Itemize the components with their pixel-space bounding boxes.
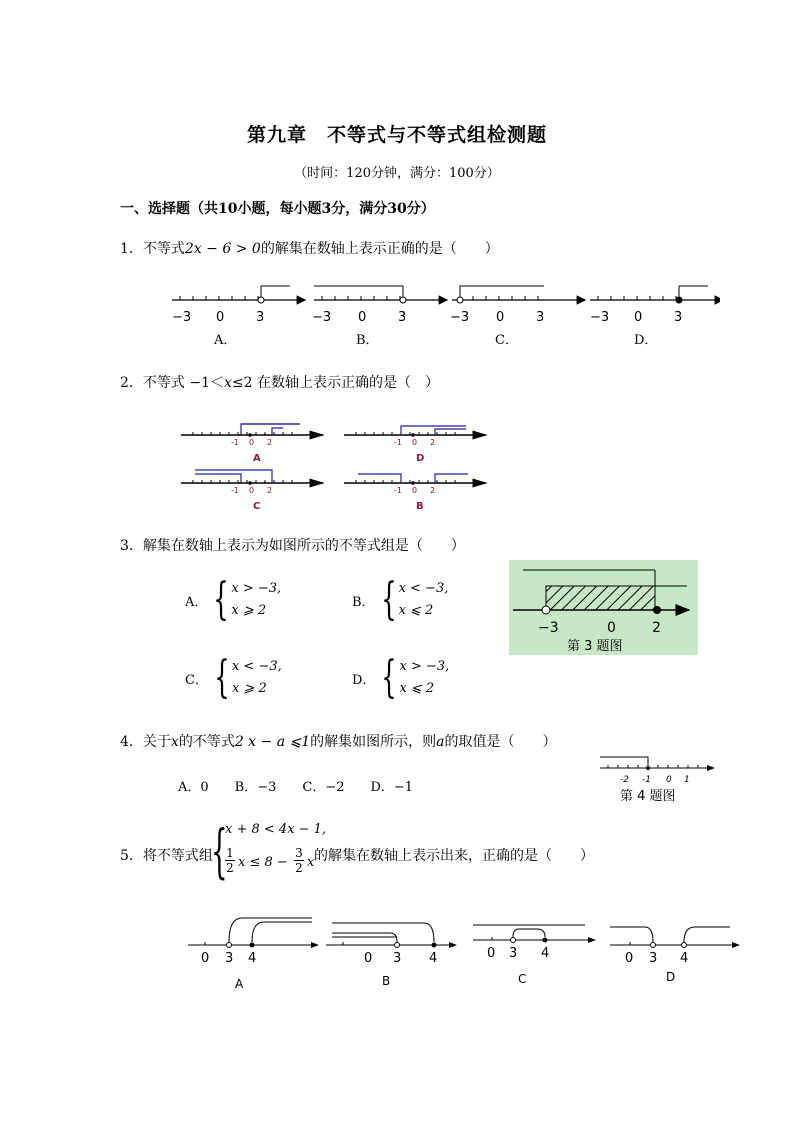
q3-option-b-line2: x ⩽ 2 [398, 603, 434, 618]
q1b-tick-3: 3 [398, 310, 407, 325]
q1d-tick-2: 0 [634, 310, 643, 325]
q1a-tick-1: −3 [172, 310, 192, 325]
q2-stem-post: ≤2 在数轴上表示正确的是（ ） [231, 375, 439, 391]
q5c-tick-3: 4 [541, 946, 550, 961]
q2-option-a-label[interactable]: A [253, 453, 261, 464]
q3-fig-tick-2: 0 [607, 620, 616, 636]
q4-inequality: 2 x − a ⩽1 [234, 734, 311, 750]
q3-option-c[interactable] [185, 652, 282, 703]
q1-option-b-label[interactable]: B． [356, 333, 379, 348]
q5b-tick-3: 4 [429, 951, 438, 966]
q5d-tick-2: 3 [649, 951, 658, 966]
q1-inequality: 2x − 6 > 0 [184, 241, 261, 257]
q3-option-c-line2: x ⩾ 2 [231, 681, 267, 696]
q2b-tick-1: -1 [394, 486, 402, 495]
q3-figure [509, 560, 698, 655]
question-1-stem [120, 238, 499, 258]
q2a-tick-3: 2 [267, 438, 273, 447]
q3-option-d-line1: x > −3, [399, 659, 450, 674]
q3-option-d[interactable] [352, 652, 450, 703]
q2a-tick-2: 0 [249, 438, 255, 447]
q5a-tick-2: 3 [225, 951, 234, 966]
q5-frac2-num: 3 [295, 846, 303, 860]
q4-options[interactable]: A．0 B．−3 C．−2 D．−1 [178, 780, 414, 795]
q3-option-d-brace: { [381, 652, 398, 703]
q4-stem-end: 的取值是（ ） [444, 734, 557, 750]
q5-option-b-label[interactable]: B [382, 974, 391, 988]
q4-variable-x: x [170, 734, 179, 750]
q2c-tick-2: 0 [249, 486, 255, 495]
q5d-tick-1: 0 [625, 951, 634, 966]
q1-option-a-figure [172, 286, 305, 325]
q5-line2-main: x ≤ 8 − [238, 855, 288, 870]
q1c-tick-3: 3 [536, 310, 545, 325]
q1a-tick-2: 0 [216, 310, 225, 325]
q3-option-a-label: A． [185, 594, 208, 610]
q4-stem-pre: 4．关于 [120, 734, 171, 750]
q5b-tick-1: 0 [364, 951, 373, 966]
q1-option-b-figure [312, 286, 447, 325]
q3-option-b-line1: x < −3, [398, 581, 449, 596]
page-subtitle: （时间：120分钟，满分：100分） [294, 166, 500, 181]
q4-fig-caption: 第 4 题图 [620, 789, 676, 804]
question-2-stem [120, 372, 439, 392]
q2d-tick-2: 0 [412, 438, 418, 447]
q3-option-d-label: D． [352, 672, 376, 688]
q4-fig-tick-1: -2 [620, 775, 629, 785]
q4-stem-post: 的解集如图所示，则 [310, 734, 437, 750]
q2-option-c-figure [181, 470, 323, 512]
q2-option-b-label[interactable]: B [416, 501, 424, 512]
q5c-tick-1: 0 [487, 946, 496, 961]
q5-brace: { [211, 817, 228, 885]
q1-option-c-figure [450, 286, 585, 325]
q5-frac1-num: 1 [226, 846, 234, 860]
page-title: 第九章 不等式与不等式组检测题 [246, 124, 547, 146]
q5-option-a-figure [188, 918, 318, 991]
q2-number-lines [175, 415, 495, 515]
q3-fig-caption: 第 3 题图 [567, 639, 623, 654]
q1-option-d-figure [590, 286, 720, 325]
q2-option-c-label[interactable]: C [253, 501, 261, 512]
q2-stem-pre: 2．不等式 −1＜ [120, 375, 224, 391]
question-5-stem-pre: 5．将不等式组 [120, 848, 213, 864]
q3-option-c-line1: x < −3, [231, 659, 282, 674]
q1b-tick-2: 0 [358, 310, 367, 325]
q5-option-c-label[interactable]: C [518, 972, 527, 986]
q4-figure [598, 752, 720, 808]
q5-frac1-den: 2 [226, 861, 234, 875]
q5-option-d-figure [610, 927, 739, 984]
q3-option-a-brace: { [213, 574, 230, 625]
q4-fig-tick-4: 1 [684, 775, 690, 785]
q5-frac2-den: 2 [295, 861, 303, 875]
q2a-tick-1: -1 [231, 438, 239, 447]
question-4-stem [120, 731, 557, 751]
q3-fig-tick-3: 2 [652, 620, 661, 636]
question-3-stem: 3．解集在数轴上表示为如图所示的不等式组是（ ） [120, 538, 465, 554]
q1-stem-pre: 1．不等式 [120, 241, 185, 257]
q5-option-a-label[interactable]: A [235, 977, 244, 991]
q3-option-c-label: C． [185, 672, 208, 688]
q3-option-a-line2: x ⩾ 2 [231, 603, 267, 618]
q2c-tick-1: -1 [231, 486, 239, 495]
q3-option-d-line2: x ⩽ 2 [399, 681, 435, 696]
q2b-tick-3: 2 [430, 486, 436, 495]
question-5-stem-post: 的解集在数轴上表示出来，正确的是（ ） [314, 848, 594, 864]
q1d-tick-3: 3 [674, 310, 683, 325]
q1-option-c-label[interactable]: C． [495, 333, 518, 348]
section-heading: 一、选择题（共10小题，每小题3分，满分30分） [120, 201, 435, 217]
q3-option-b-brace: { [380, 574, 397, 625]
q5-line1: x + 8 < 4x − 1, [225, 822, 327, 837]
q2-option-b-figure [344, 474, 486, 512]
q5-option-d-label[interactable]: D [666, 970, 676, 984]
q3-option-b-label: B． [352, 594, 375, 610]
q1d-tick-1: −3 [590, 310, 610, 325]
q5-option-b-figure [326, 923, 456, 988]
q4-stem-mid: 的不等式 [178, 734, 235, 750]
q5a-tick-3: 4 [248, 951, 257, 966]
q2b-tick-2: 0 [412, 486, 418, 495]
q1-option-a-label[interactable]: A． [214, 333, 237, 348]
q5-option-c-figure [473, 925, 595, 986]
q5c-tick-2: 3 [509, 946, 518, 961]
q3-option-a-line1: x > −3, [231, 581, 282, 596]
q2d-tick-3: 2 [430, 438, 436, 447]
q2-option-d-figure [344, 426, 486, 464]
q2-variable: x [224, 375, 232, 391]
q2d-tick-1: -1 [394, 438, 402, 447]
q5a-tick-1: 0 [201, 951, 210, 966]
q1c-tick-2: 0 [496, 310, 505, 325]
q5d-tick-3: 4 [680, 951, 689, 966]
q1-stem-post: 的解集在数轴上表示正确的是（ ） [260, 241, 499, 257]
q1a-tick-3: 3 [256, 310, 265, 325]
q3-option-b[interactable] [352, 574, 449, 625]
q3-option-c-brace: { [214, 652, 230, 703]
q1c-tick-1: −3 [450, 310, 470, 325]
q4-variable-a: a [436, 734, 445, 750]
q3-fig-tick-1: −3 [538, 620, 559, 636]
q5-line2-x: x [307, 855, 315, 870]
q4-fig-tick-3: 0 [666, 775, 672, 785]
q2-option-a-figure [181, 424, 323, 464]
q2-option-d-label[interactable]: D [416, 453, 425, 464]
q4-fig-tick-2: -1 [642, 775, 651, 785]
q5-number-lines [180, 905, 750, 995]
q2c-tick-3: 2 [267, 486, 273, 495]
q1-option-d-label[interactable]: D． [634, 333, 658, 348]
q3-option-a[interactable] [185, 574, 282, 625]
q5b-tick-2: 3 [393, 951, 402, 966]
q1b-tick-1: −3 [312, 310, 332, 325]
